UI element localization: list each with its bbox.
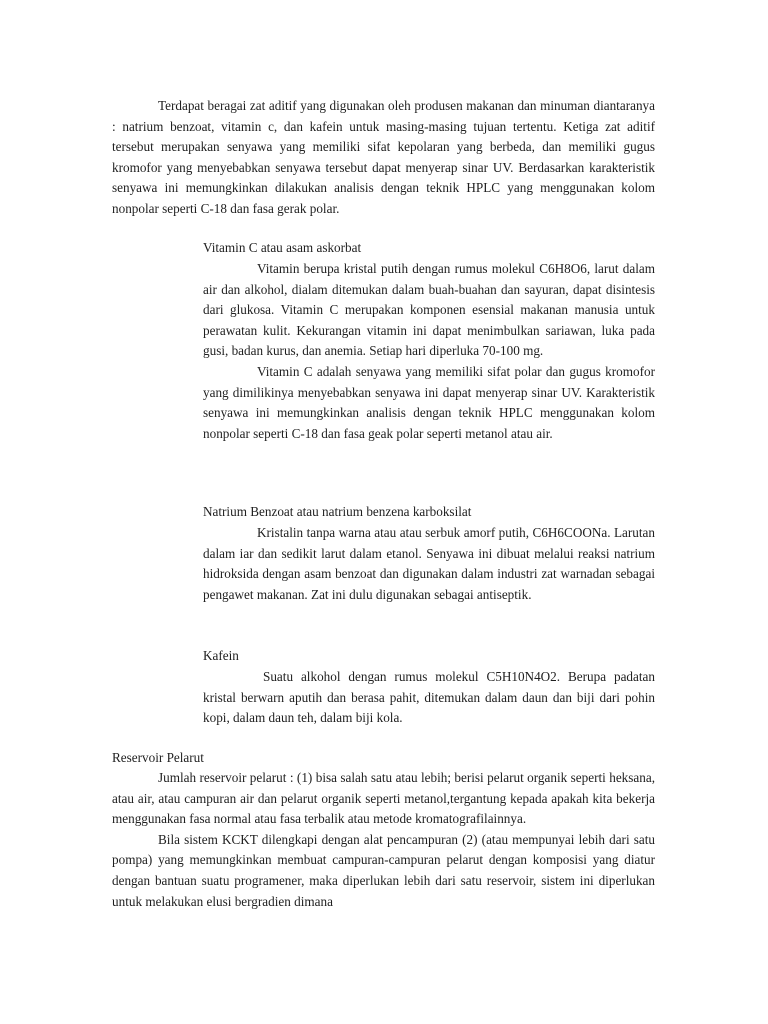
kafein-section bbox=[203, 667, 655, 729]
reservoir-paragraph-1: Jumlah reservoir pelarut : (1) bisa salah satu atau lebih; berisi pelarut organik seperti heksana, atau air, atau campuran air dan pelarut organik seperti metanol,tergantung kepada apakah kita bekerja menggunakan fasa normal atau fasa terbalik atau metode kromatografilainnya. bbox=[112, 770, 655, 827]
kafein-heading: Kafein bbox=[203, 648, 239, 663]
vitamin-c-section bbox=[203, 259, 655, 444]
reservoir-paragraph-2: Bila sistem KCKT dilengkapi dengan alat pencampuran (2) (atau mempunyai lebih dari satu pompa) yang memungkinkan membuat campuran-campuran pelarut dengan komposisi yang diatur dengan bantuan suatu programener, maka diperlukan lebih dari satu reservoir, sistem ini diperlukan untuk melakukan elusi bergradien dimana bbox=[112, 831, 655, 909]
intro-paragraph bbox=[112, 96, 655, 220]
natrium-benzoat-heading: Natrium Benzoat atau natrium benzena karboksilat bbox=[203, 504, 472, 519]
natrium-benzoat-paragraph: Kristalin tanpa warna atau atau serbuk amorf putih, C6H6COONa. Larutan dalam iar dan sedikit larut dalam etanol. Senyawa ini dibuat melalui reaksi natrium hidroksida dengan asam benzoat dan digunakan dalam industri zat warnadan sebagai pengawet makanan. Zat ini dulu digunakan sebagai antiseptik. bbox=[203, 525, 655, 602]
vitamin-c-heading: Vitamin C atau asam askorbat bbox=[203, 240, 362, 255]
reservoir-section bbox=[112, 768, 655, 912]
vitamin-c-paragraph-1: Vitamin berupa kristal putih dengan rumus molekul C6H8O6, larut dalam air dan alkohol, dialam ditemukan dalam buah-buahan dan sayuran, dapat disintesis dari glukosa. Vitamin C merupakan komponen esensial makanan manusia untuk perawatan kulit. Kekurangan vitamin ini dapat menimbulkan sariawan, luka pada gusi, badan kurus, dan anemia. Setiap hari diperluka 70-100 mg. bbox=[203, 261, 655, 359]
kafein-paragraph: Suatu alkohol dengan rumus molekul C5H10N4O2. Berupa padatan kristal berwarn aputih dan berasa pahit, ditemukan dalam daun dan biji dari pohin kopi, dalam daun teh, dalam biji kola. bbox=[203, 669, 655, 726]
vitamin-c-paragraph-2: Vitamin C adalah senyawa yang memiliki sifat polar dan gugus kromofor yang dimilikinya menyebabkan senyawa ini dapat menyerap sinar UV. Karakteristik senyawa ini memungkinkan analisis dengan teknik HPLC menggunakan kolom nonpolar seperti C-18 dan fasa geak polar seperti metanol atau air. bbox=[203, 363, 655, 441]
natrium-benzoat-section bbox=[203, 523, 655, 605]
intro-text: Terdapat beragai zat aditif yang digunakan oleh produsen makanan dan minuman diantaranya : natrium benzoat, vitamin c, dan kafein untuk masing-masing tujuan tertentu. Ketiga zat aditif tersebut merupakan senyawa yang memiliki sifat kepolaran yang berbeda, dan memiliki gugus kromofor yang menyebabkan senyawa tersebut dapat menyerap sinar UV. Berdasarkan karakteristik senyawa ini memungkinkan dilakukan analisis dengan teknik HPLC yang menggunakan kolom nonpolar seperti C-18 dan fasa gerak polar. bbox=[112, 98, 655, 216]
reservoir-heading: Reservoir Pelarut bbox=[112, 750, 204, 765]
